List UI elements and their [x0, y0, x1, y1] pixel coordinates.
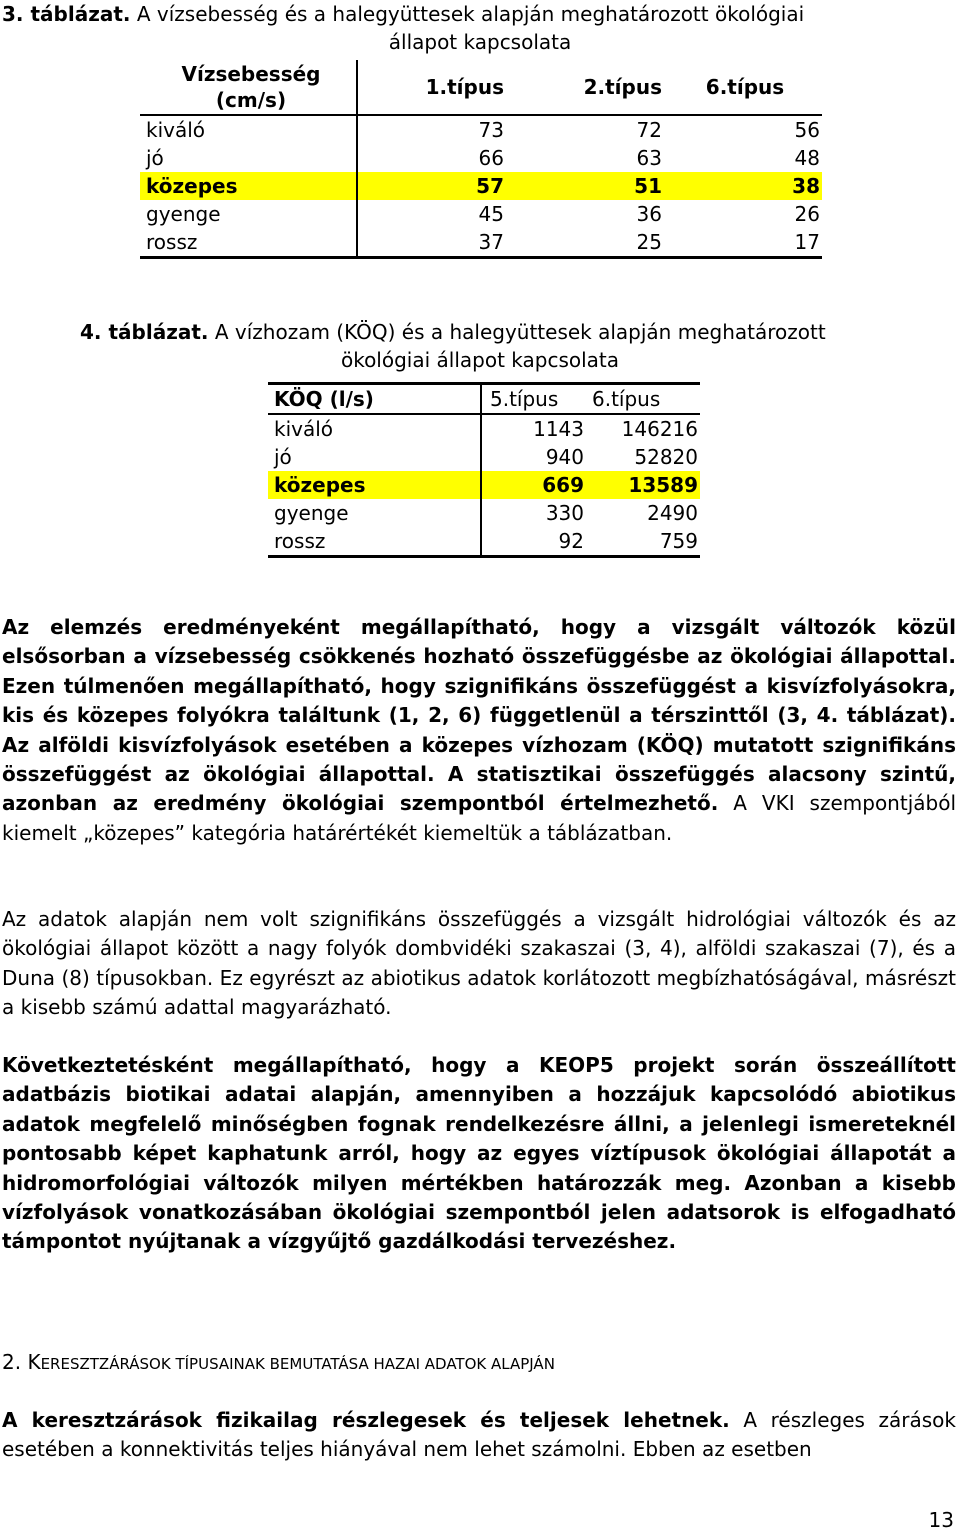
table3-header-velocity-line1: Vízsebesség: [181, 62, 321, 86]
cell-value: 52820: [634, 445, 698, 469]
cell-value: 669: [481, 471, 586, 499]
cell-value: 36: [636, 202, 662, 226]
paragraph-data-analysis: Az adatok alapján nem volt szignifikáns összefüggés a vizsgált hidrológiai változók és az ökológiai állapot között a nagy folyók dombvidéki szakaszai (3, 4), alföldi szakaszai (7), és a Duna (8) típusokban. Ez egyrészt az abiotikus adatok korlátozott megbízhatóságával, másrészt a kisebb számú adattal magyarázható.: [2, 907, 956, 1020]
table-row: [140, 228, 822, 258]
cell-value: 26: [794, 202, 820, 226]
table3-caption: [2, 0, 960, 28]
table3-caption-text: A vízsebesség és a halegyüttesek alapján meghatározott ökológiai: [130, 2, 805, 26]
table4-header-row: [268, 384, 700, 415]
cell-value: 13589: [586, 471, 700, 499]
paragraph4-bold: A keresztzárások fizikailag részlegesek és teljesek lehetnek.: [2, 1408, 730, 1432]
cell-value: 38: [664, 172, 822, 200]
table-row: [268, 414, 700, 443]
row-label: gyenge: [140, 200, 357, 228]
paragraph-analysis-results: [2, 613, 956, 848]
cell-value: 37: [357, 228, 506, 258]
row-label: jó: [140, 144, 357, 172]
table-row: [140, 115, 822, 144]
table4-header-type6: 6.típus: [586, 384, 700, 415]
row-label: jó: [268, 443, 481, 471]
cell-value: 51: [506, 172, 664, 200]
row-label: kiváló: [268, 414, 481, 443]
table3-header-type6: 6.típus: [664, 60, 822, 115]
table-row: [268, 499, 700, 527]
paragraph1-bold: Az elemzés eredményeként megállapítható, hogy a vizsgált változók közül elsősorban a vízsebesség csökkenés hozható összefüggésbe az ökológiai állapottal. Ezen túlmenően megállapítható, hogy szignifikáns összefüggést a kisvízfolyásokra, kis és közepes folyókra találtunk (1, 2, 6) függetlenül a térszinttől (3, 4. táblázat). Az alföldi kisvízfolyások esetében a közepes vízhozam (KÖQ) mutatott szignifikáns összefüggést az ökológiai állapottal. A statisztikai összefüggés alacsony szintű, azonban az eredmény ökológiai szempontból értelmezhető.: [2, 615, 956, 816]
table3-header-velocity-line2: (cm/s): [215, 88, 287, 112]
cell-value: 57: [357, 172, 506, 200]
section-cap-letter: K: [27, 1350, 41, 1374]
cell-value: 66: [478, 146, 504, 170]
cell-value: 63: [636, 146, 662, 170]
paragraph-barriers: [2, 1406, 956, 1465]
paragraph-conclusion: [2, 1051, 956, 1257]
table3-caption-label: 3. táblázat.: [2, 2, 131, 26]
section-title-smallcaps: ERESZTZÁRÁSOK TÍPUSAINAK BEMUTATÁSA HAZAI ADATOK ALAPJÁN: [40, 1355, 555, 1373]
table4-header-koq: KÖQ (l/s): [268, 384, 481, 415]
table-row: [268, 527, 700, 557]
paragraph1-normal: A VKI szempontjából kiemelt „közepes” kategória határértékét kiemeltük a táblázatban.: [2, 791, 956, 845]
cell-value: 17: [664, 228, 822, 258]
cell-value: 56: [794, 118, 820, 142]
cell-value: 940: [545, 445, 584, 469]
cell-value: 45: [478, 202, 504, 226]
row-label: közepes: [268, 471, 481, 499]
table4-header-type5: 5.típus: [481, 384, 586, 415]
table3: [140, 60, 822, 259]
table3-header-velocity: [140, 60, 357, 115]
table3-caption-line2: állapot kapcsolata: [388, 30, 572, 54]
row-label: gyenge: [268, 499, 481, 527]
row-label: rossz: [140, 228, 357, 258]
table4-caption: [80, 318, 826, 346]
paragraph3-bold: Következtetésként megállapítható, hogy a KEOP5 projekt során összeállított adatbázis biotikai adatai alapján, amennyiben a hozzájuk kapcsolódó abiotikus adatok megfelelő minőségben fognak rendelkezésre állni, a jelenlegi ismereteknél pontosabb képet kaphatunk arról, hogy az egyes víztípusok ökológiai állapotát a hidromorfológiai változók milyen mértékben határozzák meg. Azonban a kisebb vízfolyások vonatkozásában ökológiai szempontból jelen adatsorok is elfogadható támpontot nyújtanak a vízgyűjtő gazdálkodási tervezéshez.: [2, 1053, 956, 1254]
table4: [268, 382, 700, 558]
table-row: [140, 144, 822, 172]
cell-value: 759: [586, 527, 700, 557]
table-row-highlighted: [268, 471, 700, 499]
table4-caption-line2: ökológiai állapot kapcsolata: [340, 348, 620, 372]
table3-header-type2: 2.típus: [506, 60, 664, 115]
table3-header-row: [140, 60, 822, 115]
cell-value: 330: [545, 501, 584, 525]
row-label: kiváló: [140, 115, 357, 144]
table4-caption-label: 4. táblázat.: [80, 320, 209, 344]
page-number: 13: [928, 1508, 954, 1532]
row-label: rossz: [268, 527, 481, 557]
section-number: 2.: [2, 1350, 22, 1374]
cell-value: 73: [478, 118, 504, 142]
cell-value: 25: [506, 228, 664, 258]
section-heading: [2, 1348, 555, 1378]
paragraph4-normal: A részleges zárások esetében a konnektivitás teljes hiányával nem lehet számolni. Ebben az esetben: [2, 1408, 956, 1462]
row-label: közepes: [140, 172, 357, 200]
cell-value: 72: [636, 118, 662, 142]
cell-value: 146216: [621, 417, 698, 441]
table-row: [140, 200, 822, 228]
cell-value: 48: [794, 146, 820, 170]
cell-value: 92: [481, 527, 586, 557]
table4-caption-text: A vízhozam (KÖQ) és a halegyüttesek alapján meghatározott: [208, 320, 826, 344]
cell-value: 1143: [533, 417, 584, 441]
table3-header-type1: 1.típus: [357, 60, 506, 115]
table-row: [268, 443, 700, 471]
table-row-highlighted: [140, 172, 822, 200]
cell-value: 2490: [647, 501, 698, 525]
